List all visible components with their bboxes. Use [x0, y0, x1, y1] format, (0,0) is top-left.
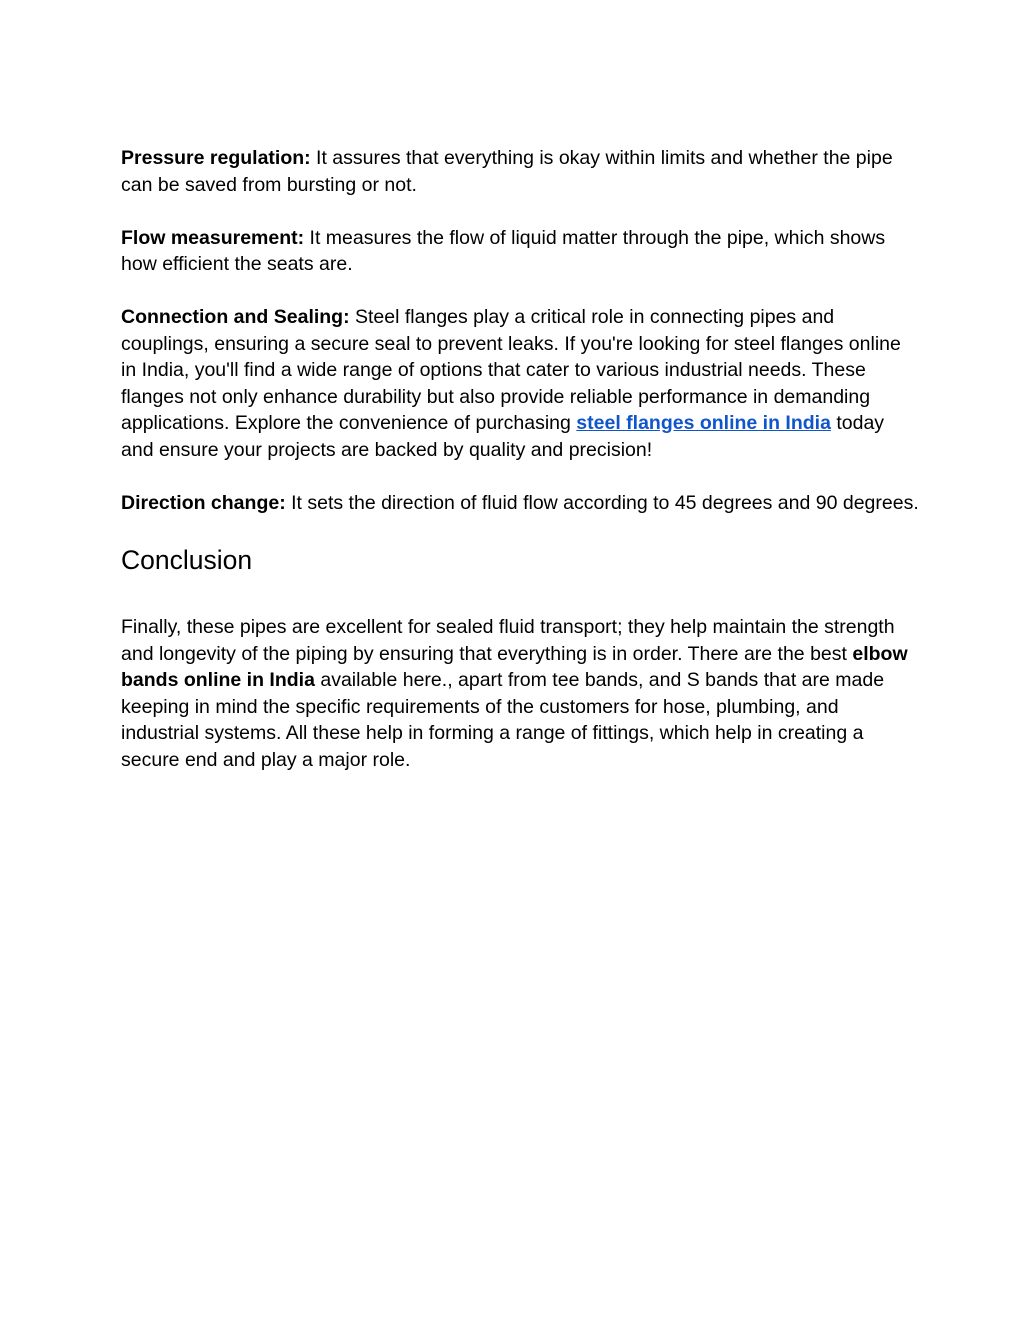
steel-flanges-link[interactable]: steel flanges online in India [576, 412, 831, 434]
conclusion-text-end: available here., apart from tee bands, and S bands that are made keeping in mind the specific requirements of the customers for hose, plumbing, and industrial systems. All these help in forming a range of fittings, which help in creating a secure end and play a major role. [121, 669, 885, 771]
elbow-bands-bold: elbow bands online in India [121, 642, 908, 691]
conclusion-text: Finally, these pipes are excellent for sealed fluid transport; they help maintain the strength and longevity of the piping by ensuring that everything is in order. There are the best [121, 616, 895, 665]
direction-change-paragraph [121, 490, 921, 517]
connection-sealing-label: Connection and Sealing: [121, 306, 350, 328]
direction-change-label: Direction change: [121, 491, 286, 514]
pressure-regulation-label: Pressure regulation: [121, 147, 311, 169]
conclusion-heading: Conclusion [121, 545, 253, 575]
connection-sealing-paragraph [121, 304, 921, 463]
connection-sealing-text: Steel flanges play a critical role in connecting pipes and couplings, ensuring a secure seal to prevent leaks. If you're looking for steel flanges online in India, you'll find a wide range of options that cater to various industrial needs. These flanges not only enhance durability but also provide reliable performance in demanding applications. Explore the convenience of purchasing [121, 306, 901, 434]
direction-change-text: It sets the direction of fluid flow according to 45 degrees and 90 degrees. [285, 491, 919, 514]
flow-measurement-label: Flow measurement: [121, 226, 305, 249]
conclusion-paragraph [121, 614, 921, 773]
flow-measurement-paragraph [121, 225, 921, 278]
document-page [121, 145, 921, 773]
flow-measurement-text: It measures the flow of liquid matter through the pipe, which shows how efficient the seats are. [121, 226, 886, 275]
connection-sealing-text-end: today and ensure your projects are backed by quality and precision! [121, 412, 885, 461]
pressure-regulation-text: It assures that everything is okay within limits and whether the pipe can be saved from bursting or not. [121, 147, 893, 196]
pressure-regulation-paragraph [121, 145, 921, 198]
